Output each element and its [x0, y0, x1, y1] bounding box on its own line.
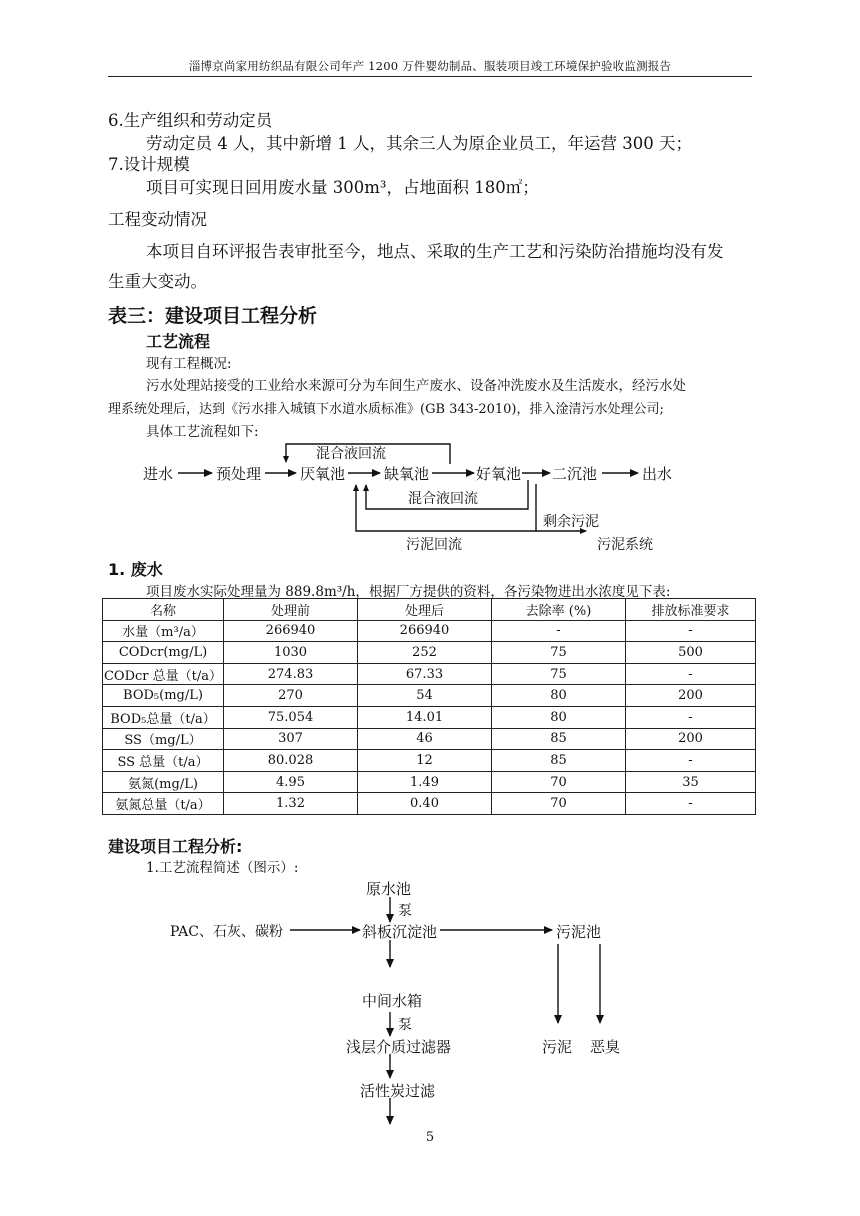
table-cell: 270 — [224, 685, 358, 707]
wastewater-intro: 项目废水实际处理量为 889.8m³/h，根据厂方提供的资料，各污染物进出水浓度见下表: — [146, 584, 671, 600]
table-cell: 252 — [358, 642, 492, 664]
table-cell: 67.33 — [358, 663, 492, 685]
flow2-sludge: 污泥 — [542, 1038, 573, 1056]
flow1-mix-top: 混合液回流 — [316, 446, 386, 462]
table-cell: 35 — [626, 771, 756, 793]
table-cell: 70 — [492, 771, 626, 793]
table-cell: 70 — [492, 793, 626, 815]
table-header-cell: 排放标准要求 — [626, 599, 756, 621]
table-header-cell: 名称 — [103, 599, 224, 621]
flow1-anoxic: 缺氧池 — [384, 465, 430, 483]
table-cell: 1030 — [224, 642, 358, 664]
table-cell: 4.95 — [224, 771, 358, 793]
table-cell: 54 — [358, 685, 492, 707]
wastewater-title: 1. 废水 — [108, 560, 163, 579]
section7-text: 项目可实现日回用废水量 300m³，占地面积 180㎡； — [146, 178, 539, 197]
change-title: 工程变动情况 — [108, 210, 207, 229]
table-cell: 307 — [224, 728, 358, 750]
change-text-line2: 生重大变动。 — [108, 272, 207, 291]
section6-title: 6.生产组织和劳动定员 — [108, 111, 273, 130]
change-text-line1: 本项目自环评报告表审批至今，地点、采取的生产工艺和污染防治措施均没有发 — [146, 242, 724, 261]
table-cell: - — [626, 750, 756, 772]
flow1-in: 进水 — [143, 465, 174, 483]
table-cell: 266940 — [224, 620, 358, 642]
flow1-pre: 预处理 — [216, 465, 262, 483]
flow2-filter: 浅层介质过滤器 — [346, 1038, 452, 1056]
table-cell: 0.40 — [358, 793, 492, 815]
flow1-excess: 剩余污泥 — [543, 514, 599, 530]
table-cell: 200 — [626, 685, 756, 707]
table-cell: 200 — [626, 728, 756, 750]
flow2-sludge-pool: 污泥池 — [556, 923, 602, 941]
flow2-mid-tank: 中间水箱 — [362, 992, 423, 1010]
table-cell: 1.49 — [358, 771, 492, 793]
analysis-subtitle: 1.工艺流程简述（图示）: — [146, 860, 299, 876]
table-cell: CODcr 总量（t/a） — [103, 663, 224, 685]
flow2-carbon-filter: 活性炭过滤 — [360, 1082, 436, 1100]
flow1-secondary: 二沉池 — [552, 465, 598, 483]
table-cell: 75 — [492, 663, 626, 685]
table-cell: 12 — [358, 750, 492, 772]
flow1-sludge-return: 污泥回流 — [406, 537, 462, 553]
flow1-anaerobic: 厌氧池 — [300, 465, 346, 483]
table-cell: 274.83 — [224, 663, 358, 685]
flow2-raw-pool: 原水池 — [366, 880, 412, 898]
page-header: 淄博京尚家用纺织品有限公司年产 1200 万件婴幼制品、服装项目竣工环境保护验收监测报告 — [188, 59, 672, 73]
flow1-aerobic: 好氧池 — [476, 465, 522, 483]
table-cell: - — [626, 793, 756, 815]
table-cell: 氨氮(mg/L) — [103, 771, 224, 793]
process-title: 工艺流程 — [146, 332, 211, 351]
table-cell: CODcr(mg/L) — [103, 642, 224, 664]
flow2-pump2: 泵 — [398, 1017, 412, 1033]
table-cell: BOD₅(mg/L) — [103, 685, 224, 707]
table-header-cell: 处理后 — [358, 599, 492, 621]
table-cell: - — [626, 706, 756, 728]
table-cell: - — [492, 620, 626, 642]
table-cell: SS（mg/L） — [103, 728, 224, 750]
flow1-mix-mid: 混合液回流 — [408, 491, 478, 507]
table-header-cell: 去除率 (%) — [492, 599, 626, 621]
process-desc-line1: 污水处理站接受的工业给水来源可分为车间生产废水、设备冲洗废水及生活废水，经污水处 — [146, 378, 686, 394]
table-cell: 1.32 — [224, 793, 358, 815]
table-cell: - — [626, 620, 756, 642]
table-cell: 水量（m³/a） — [103, 620, 224, 642]
table-cell: SS 总量（t/a） — [103, 750, 224, 772]
table-cell: 85 — [492, 728, 626, 750]
table-cell: 75.054 — [224, 706, 358, 728]
table-cell: 80.028 — [224, 750, 358, 772]
table-cell: 80 — [492, 685, 626, 707]
table-cell: 46 — [358, 728, 492, 750]
existing-overview: 现有工程概况: — [146, 356, 232, 372]
flow2-odor: 恶臭 — [590, 1038, 621, 1056]
table-cell: 14.01 — [358, 706, 492, 728]
page-number: 5 — [425, 1130, 435, 1145]
table-header-cell: 处理前 — [224, 599, 358, 621]
section6-text: 劳动定员 4 人，其中新增 1 人，其余三人为原企业员工，年运营 300 天； — [146, 134, 692, 153]
flow1-sludge-system: 污泥系统 — [597, 537, 653, 553]
table-cell: BOD₅总量（t/a） — [103, 706, 224, 728]
table-cell: 75 — [492, 642, 626, 664]
flow2-pump1: 泵 — [398, 903, 412, 919]
table3-title: 表三：建设项目工程分析 — [108, 305, 318, 327]
table-cell: 266940 — [358, 620, 492, 642]
table-cell: 氨氮总量（t/a） — [103, 793, 224, 815]
process-desc-line2: 理系统处理后，达到《污水排入城镇下水道水质标准》(GB 343-2010)，排入淦清污水处理公司; — [108, 402, 664, 417]
table-cell: 80 — [492, 706, 626, 728]
analysis-title: 建设项目工程分析: — [108, 837, 243, 856]
table-cell: 85 — [492, 750, 626, 772]
flow1-out: 出水 — [642, 465, 673, 483]
flow2-chemicals: PAC、石灰、碳粉 — [170, 924, 283, 940]
table-cell: - — [626, 663, 756, 685]
process-desc-line3: 具体工艺流程如下: — [146, 424, 259, 440]
flow2-settler: 斜板沉淀池 — [362, 923, 438, 941]
table-cell: 500 — [626, 642, 756, 664]
section7-title: 7.设计规模 — [108, 155, 190, 174]
